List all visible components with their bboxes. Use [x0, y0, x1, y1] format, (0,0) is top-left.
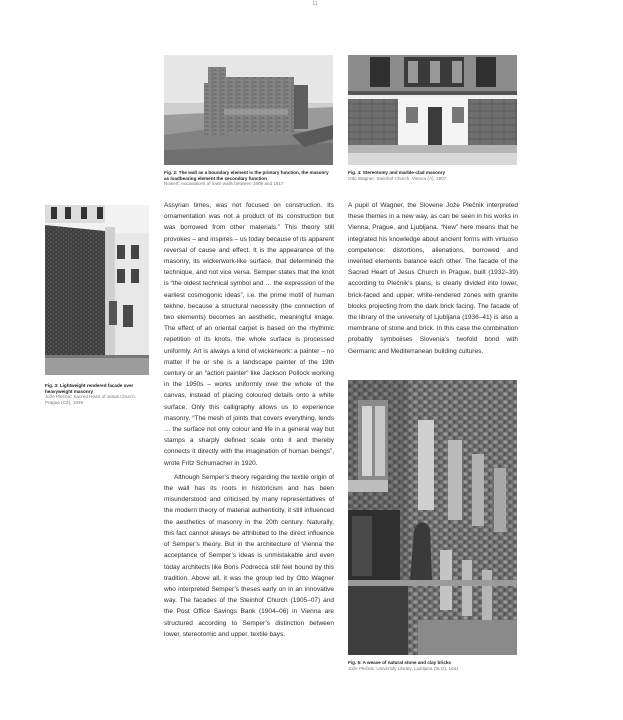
figure-2-credit: Nowert: excavations of town walls between 1909 and 1917 [164, 181, 284, 187]
body-text-left-column [164, 200, 334, 640]
figure-5-title: Fig. 5: A weave of natural stone and clay bricks [348, 660, 452, 665]
figure-4-photo [348, 55, 517, 165]
figure-3-caption [45, 383, 151, 405]
figure-4-title: Fig. 4: Stereotomy and marble-clad masonry [348, 170, 446, 175]
figure-2-caption [164, 170, 334, 187]
figure-5-photo [348, 380, 517, 655]
paragraph: Assyrian times, was not focused on construction. Its ornamentation was not a product of its construction but was borrowed from other materials.” This theory still provokes – and inspires – us today because of its apparent reversal of cause and effect. It is the appearance of the masonry, its wickerwork-like surface, that determined the technique, and not vice versa. Semper states that the knot is “the oldest technical symbol and … the expression of the earliest cosmogonic ideas”, i.e. the prime motif of human tekhne, because a structural necessity (the connection of two elements) becomes an aesthetic, meaningful image. The effect of an oriental carpet is based on the rhythmic repetition of its knots, the whole surface is processed uniformly. Art is always a kind of wickerwork: a painter – no matter if he or she is a landscape painter of the 19th century or an “action painter” like Jackson Pollock working in the 1950s – works uniformly over the whole of the canvas, instead of placing coloured details onto a white surface. Only this calligraphy allows us to experience masonry. “The mesh of joints that covers everything, lends … the surface not only colour and life in a general way but stamps a sharply defined scale onto it and thereby connects it directly with the imagination of human beings”, wrote Fritz Schumacher in 1920. [164, 202, 334, 467]
figure-2-title: Fig. 2: The wall as a boundary element is the primary function, the masonry as loadbearing element the secondary function [164, 170, 329, 181]
page-number: 11 [312, 1, 318, 7]
paragraph: Although Semper’s theory regarding the textile origin of the wall has its roots in historicism and has been misunderstood and criticised by many representatives of the modern theory of material authenticity, it still influenced the aesthetics of masonry in the 20th century. Naturally, this fact cannot always be attributed to the direct influence of Semper’s theory. But in the architecture of Vienna the acceptance of Semper’s ideas is unmistakable and even today architects like Boris Podrecca still feel bound by this tradition. Above all, it was the group led by Otto Wagner who interpreted Semper’s theses early on in an innovative way. The facades of the Steinhof Church (1905–07) and the Post Office Savings Bank (1904–06) in Vienna are structured according to Semper’s distinction between lower, stereotomic and upper, textile bays. [164, 473, 334, 638]
figure-3-photo [45, 205, 149, 375]
paragraph: A pupil of Wagner, the Slovene Jože Plečnik interpreted these themes in a new way, as can be seen in his works in Vienna, Prague, and Ljubljana. “New” here means that he integrated his knowledge about ancient forms with virtuoso competence: distortions, alienations, borrowed and invented elements balance each other. The facade of the Sacred Heart of Jesus Church in Prague, built (1932–39) according to Plečnik’s plans, is clearly divided into lower, brick-faced and upper, white-rendered zones with granite blocks projecting from the dark brick facing. The facade of the library of the university of Ljubljana (1936–41) is also a membrane of stone and brick. In this case the combination probably symbolises Slovenia’s twofold bond with Germanic and Mediterranean building cultures. [348, 202, 518, 355]
figure-3-credit: Jože Plečnik: Sacred Heart of Jesus Church, Prague (CZ), 1939 [45, 394, 137, 405]
figure-5-caption [348, 660, 518, 671]
body-text-right-column [348, 200, 518, 357]
figure-4-credit: Otto Wagner: Steinhof Church, Vienna (A), 1907 [348, 175, 447, 181]
figure-3-title: Fig. 3: Lightweight rendered facade over heavyweight masonry [45, 383, 134, 394]
figure-4-caption [348, 170, 518, 181]
figure-2-photo [164, 55, 333, 165]
figure-5-credit: Jože Plečnik: University Library, Ljubljana (SLO), 1941 [348, 665, 459, 671]
